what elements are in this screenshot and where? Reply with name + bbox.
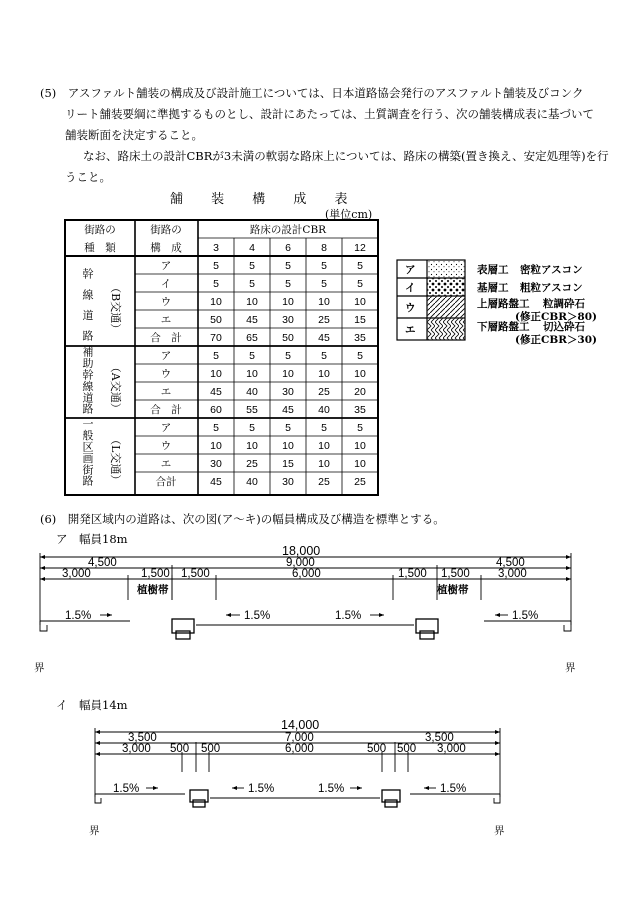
cell-thickness: 5 — [213, 422, 219, 434]
fig-b-slope-1: 1.5% — [113, 783, 140, 795]
header-cbr-value: 6 — [285, 242, 291, 254]
para5-line-5: うこと。 — [65, 170, 111, 184]
cell-thickness: 25 — [318, 314, 330, 326]
cell-thickness: 5 — [213, 260, 219, 272]
header-cbr-value: 12 — [354, 242, 366, 254]
cell-thickness: 45 — [282, 404, 294, 416]
legend-key-a: ア — [405, 264, 416, 276]
legend-name-lower: 下層路盤工 — [477, 321, 530, 333]
header-structure-line1: 街路の — [150, 224, 182, 236]
legend-name-upper: 上層路盤工 — [477, 298, 530, 310]
group-name-char: 街 — [82, 463, 94, 477]
legend-mat-surface: 密粒アスコン — [520, 264, 583, 276]
fig-b-seg-right-b: 500 — [397, 743, 417, 755]
legend-swatch-base — [428, 279, 465, 296]
cell-thickness: 5 — [357, 260, 363, 272]
cell-thickness: 10 — [210, 440, 222, 452]
row-structure-label: 合計 — [155, 476, 177, 488]
cell-thickness: 10 — [246, 296, 258, 308]
cell-thickness: 10 — [354, 440, 366, 452]
cell-thickness: 5 — [321, 278, 327, 290]
cell-thickness: 45 — [210, 476, 222, 488]
para5-line-1: (5) アスファルト舗装の構成及び設計施工については、日本道路協会発行のアスファルト舗装及びコンク — [40, 86, 584, 100]
header-cbr-value: 8 — [321, 242, 327, 254]
cell-thickness: 10 — [282, 440, 294, 452]
header-structure-line2: 構 成 — [150, 242, 182, 254]
table-unit: (単位cm) — [325, 208, 373, 221]
row-structure-label: ア — [160, 260, 172, 272]
fig-a-planting-left: 植樹帯 — [137, 584, 169, 596]
cell-thickness: 10 — [246, 440, 258, 452]
fig-a-slope-3: 1.5% — [335, 610, 362, 622]
legend-mat-lower: 切込砕石 — [543, 321, 585, 333]
fig-a-seg-right-inner: 1,500 — [398, 568, 427, 580]
group-name-char: 一 — [82, 417, 94, 431]
group-name-char: 区 — [82, 440, 94, 454]
group-traffic-class: （B交通） — [109, 282, 122, 335]
legend-swatch-upper-subbase — [428, 297, 465, 318]
group-traffic-class: （A交通） — [109, 361, 122, 414]
cell-thickness: 5 — [321, 422, 327, 434]
cell-thickness: 45 — [210, 386, 222, 398]
group-name-char: 画 — [82, 451, 94, 465]
row-structure-label: エ — [160, 458, 172, 470]
header-type-line1: 街路の — [84, 224, 116, 236]
group-name-char: 線 — [82, 379, 94, 393]
group-name-char: 路 — [82, 474, 94, 488]
cell-thickness: 10 — [318, 368, 330, 380]
cell-thickness: 5 — [321, 260, 327, 272]
row-structure-label: ウ — [160, 296, 172, 308]
fig-b-side-right: 3,500 — [425, 732, 454, 744]
cell-thickness: 5 — [285, 260, 291, 272]
cell-thickness: 5 — [249, 422, 255, 434]
legend-name-base: 基層工 — [477, 282, 509, 294]
cell-thickness: 10 — [282, 368, 294, 380]
fig-a-boundary-right: 界 — [565, 662, 576, 674]
cell-thickness: 25 — [246, 458, 258, 470]
legend-key-i: イ — [405, 282, 416, 294]
legend-note-lower: (修正CBR＞30) — [515, 334, 598, 346]
cell-thickness: 40 — [246, 476, 258, 488]
fig-b-seg-right-a: 500 — [367, 743, 387, 755]
fig-b-boundary-right: 界 — [494, 825, 505, 837]
para5-line-3: 舗装断面を決定すること。 — [65, 128, 203, 142]
cell-thickness: 5 — [249, 350, 255, 362]
cell-thickness: 15 — [354, 314, 366, 326]
fig-b-slope-4: 1.5% — [440, 783, 467, 795]
row-structure-label: ア — [160, 422, 172, 434]
group-name-char: 道 — [82, 308, 94, 322]
cell-thickness: 10 — [246, 368, 258, 380]
header-cbr-title: 路床の設計CBR — [249, 224, 327, 236]
cell-thickness: 35 — [354, 404, 366, 416]
cell-thickness: 30 — [210, 458, 222, 470]
cell-thickness: 45 — [246, 314, 258, 326]
fig-b-center: 7,000 — [285, 732, 314, 744]
row-structure-label: エ — [160, 314, 172, 326]
cell-thickness: 5 — [285, 422, 291, 434]
legend-mat-upper: 粒調砕石 — [543, 298, 585, 310]
fig-b-seg-right-walk: 3,000 — [437, 743, 466, 755]
fig-a-center: 9,000 — [286, 557, 315, 569]
fig-a-seg-right-plant: 1,500 — [441, 568, 470, 580]
cell-thickness: 50 — [282, 332, 294, 344]
group-traffic-class: （L交通） — [109, 434, 122, 486]
legend-key-e: エ — [405, 324, 416, 336]
fig-a-slope-2: 1.5% — [244, 610, 271, 622]
row-structure-label: ウ — [160, 440, 172, 452]
group-name-char: 路 — [82, 329, 94, 343]
row-structure-label: イ — [160, 278, 172, 290]
cell-thickness: 10 — [318, 296, 330, 308]
group-name-char: 幹 — [82, 368, 94, 382]
cell-thickness: 10 — [210, 296, 222, 308]
group-name-char: 線 — [82, 288, 94, 302]
cell-thickness: 10 — [354, 296, 366, 308]
cell-thickness: 5 — [249, 278, 255, 290]
fig-a-total: 18,000 — [282, 545, 321, 558]
fig-a-slope-1: 1.5% — [65, 610, 92, 622]
figure-a-title: ア 幅員18m — [56, 532, 128, 546]
cell-thickness: 5 — [285, 278, 291, 290]
cell-thickness: 10 — [318, 458, 330, 470]
fig-b-seg-left-walk: 3,000 — [122, 743, 151, 755]
paragraph-6: (6) 開発区域内の道路は、次の図(ア～キ)の幅員構成及び構造を標準とする。 — [40, 512, 445, 526]
row-structure-label: ア — [160, 350, 172, 362]
row-structure-label: 合 計 — [150, 332, 182, 344]
figure-b-title: イ 幅員14m — [56, 698, 128, 712]
fig-b-seg-left-b: 500 — [201, 743, 221, 755]
cell-thickness: 35 — [354, 332, 366, 344]
cell-thickness: 30 — [282, 386, 294, 398]
legend-swatch-surface — [428, 261, 465, 278]
cell-thickness: 5 — [213, 278, 219, 290]
header-type-line2: 種 類 — [84, 242, 116, 254]
cell-thickness: 40 — [246, 386, 258, 398]
cell-thickness: 20 — [354, 386, 366, 398]
cell-thickness: 10 — [354, 458, 366, 470]
fig-a-seg-left-walk: 3,000 — [62, 568, 91, 580]
cell-thickness: 5 — [357, 350, 363, 362]
fig-a-planting-right: 植樹帯 — [437, 584, 469, 596]
cell-thickness: 30 — [282, 314, 294, 326]
cell-thickness: 25 — [318, 386, 330, 398]
cell-thickness: 55 — [246, 404, 258, 416]
para5-line-4: なお、路床土の設計CBRが3未満の軟弱な路床上については、路床の構築(置き換え、安定処理等)を行 — [83, 149, 609, 163]
row-structure-label: エ — [160, 386, 172, 398]
fig-a-slope-4: 1.5% — [512, 610, 539, 622]
figure-a-cross-section — [0, 545, 630, 675]
cell-thickness: 10 — [318, 440, 330, 452]
fig-a-side-right: 4,500 — [496, 557, 525, 569]
cell-thickness: 5 — [357, 278, 363, 290]
cell-thickness: 25 — [354, 476, 366, 488]
group-name-char: 路 — [82, 402, 94, 416]
group-name-char: 助 — [82, 357, 94, 371]
cell-thickness: 70 — [210, 332, 222, 344]
cell-thickness: 5 — [321, 350, 327, 362]
cell-thickness: 25 — [318, 476, 330, 488]
group-name-char: 幹 — [82, 267, 94, 281]
fig-b-side-left: 3,500 — [128, 732, 157, 744]
cell-thickness: 50 — [210, 314, 222, 326]
cell-thickness: 10 — [210, 368, 222, 380]
fig-a-seg-left-inner: 1,500 — [181, 568, 210, 580]
group-name-char: 道 — [82, 391, 94, 405]
cell-thickness: 30 — [282, 476, 294, 488]
fig-a-seg-carriage: 6,000 — [292, 568, 321, 580]
header-cbr-value: 4 — [249, 242, 255, 254]
cell-thickness: 40 — [318, 404, 330, 416]
cell-thickness: 15 — [282, 458, 294, 470]
legend-mat-base: 粗粒アスコン — [520, 282, 583, 294]
cell-thickness: 45 — [318, 332, 330, 344]
fig-a-boundary-left: 界 — [34, 662, 45, 674]
cell-thickness: 5 — [285, 350, 291, 362]
legend-name-surface: 表層工 — [477, 264, 509, 276]
fig-a-seg-right-walk: 3,000 — [498, 568, 527, 580]
fig-b-total: 14,000 — [281, 718, 320, 732]
cell-thickness: 5 — [249, 260, 255, 272]
fig-b-slope-3: 1.5% — [318, 783, 345, 795]
group-name-char: 補 — [82, 345, 94, 359]
row-structure-label: ウ — [160, 368, 172, 380]
cell-thickness: 10 — [282, 296, 294, 308]
para5-line-2: リート舗装要綱に準拠するものとし、設計にあたっては、土質調査を行う、次の舗装構成表に基づいて — [65, 107, 594, 121]
legend-note-upper: (修正CBR＞80) — [515, 311, 598, 323]
fig-a-seg-left-plant: 1,500 — [141, 568, 170, 580]
table-title: 舗 装 構 成 表 — [170, 192, 360, 207]
cell-thickness: 5 — [357, 422, 363, 434]
legend-key-u: ウ — [405, 302, 416, 314]
fig-b-seg-carriage: 6,000 — [285, 743, 314, 755]
fig-b-seg-left-a: 500 — [170, 743, 190, 755]
figure-b-cross-section — [0, 712, 630, 842]
header-cbr-value: 3 — [213, 242, 219, 254]
pavement-legend — [395, 258, 620, 348]
fig-b-slope-2: 1.5% — [248, 783, 275, 795]
fig-a-side-left: 4,500 — [88, 557, 117, 569]
legend-swatch-lower-subbase — [428, 319, 465, 340]
cell-thickness: 10 — [354, 368, 366, 380]
cell-thickness: 60 — [210, 404, 222, 416]
fig-b-boundary-left: 界 — [89, 825, 100, 837]
cell-thickness: 65 — [246, 332, 258, 344]
cell-thickness: 5 — [213, 350, 219, 362]
group-name-char: 般 — [82, 429, 94, 443]
row-structure-label: 合 計 — [150, 404, 182, 416]
